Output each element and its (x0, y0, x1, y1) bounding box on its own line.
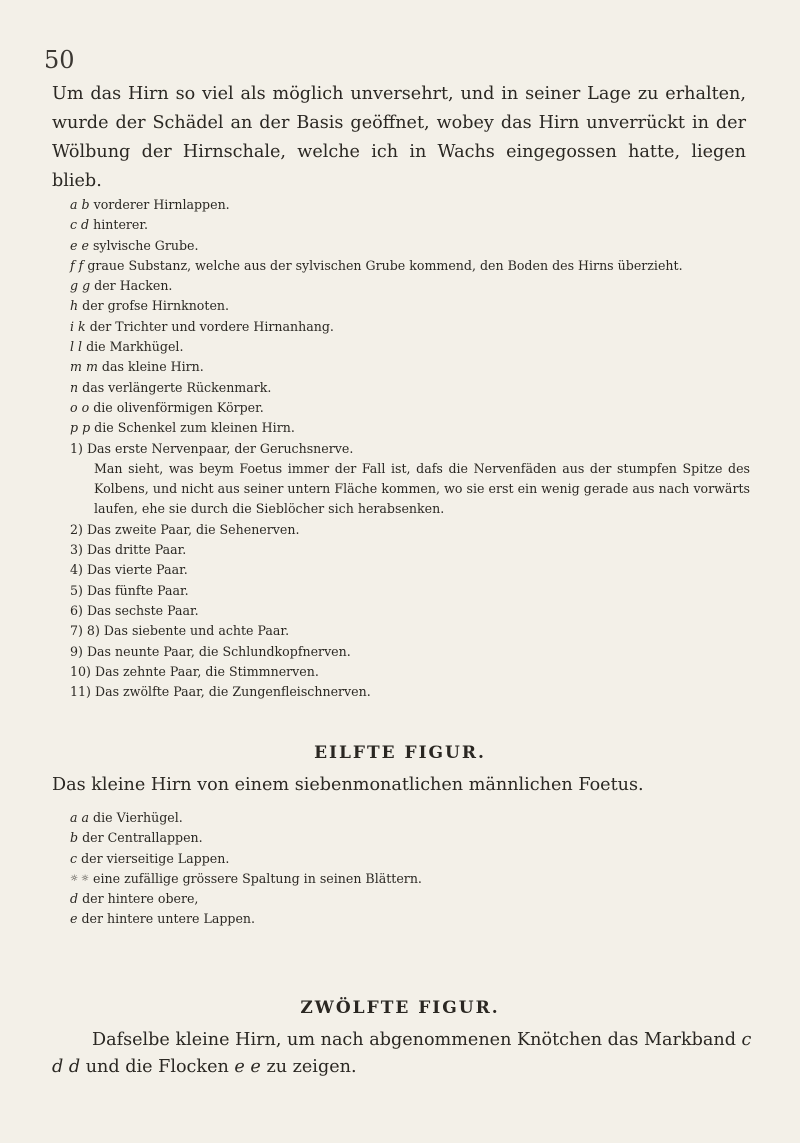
nerve-item (70, 581, 750, 601)
nerve-key: 4) (70, 562, 83, 578)
legend-text: die olivenförmigen Körper. (93, 399, 264, 415)
figure-12-caption (52, 1027, 752, 1081)
legend-figure-11 (70, 808, 750, 930)
legend-item (70, 215, 750, 235)
nerve-text: Das zehnte Paar, die Stimmnerven. (94, 663, 319, 679)
nerve-key: 10) (70, 663, 91, 679)
figure-11-caption: Das kleine Hirn von einem siebenmonatlichen männlichen Foetus. (52, 775, 644, 795)
nerve-text: Das erste Nervenpaar, der Geruchsnerve. (86, 440, 354, 456)
legend-key: e (70, 911, 78, 927)
legend-text: eine zufällige grössere Spaltung in seinen Blättern. (93, 870, 422, 886)
legend-text: die Vierhügel. (93, 810, 183, 825)
nerve-text: Das sechste Paar. (86, 602, 199, 618)
nerve-key: 7) 8) (70, 623, 100, 639)
legend-key: p p (70, 420, 91, 436)
legend-key: f f (70, 257, 84, 273)
legend-text: der Centrallappen. (82, 830, 203, 846)
legend-text: der hintere obere, (82, 891, 199, 907)
legend-item (70, 828, 750, 848)
legend-item (70, 236, 750, 256)
intro-paragraph: Um das Hirn so viel als möglich unversehrt, und in seiner Lage zu erhalten, wurde der Schädel an der Basis geöffnet, wobey das Hirn unverrückt in der Wölbung der Hirnschale, welche ich in Wachs eingegossen hatte, liegen blieb. (52, 84, 746, 191)
legend-text: der Hacken. (94, 278, 173, 294)
nerve-text: Das fünfte Paar. (86, 582, 189, 598)
legend-key: a a (70, 810, 90, 825)
nerve-key: 9) (70, 643, 83, 659)
legend-text: der Trichter und vordere Hirnanhang. (89, 318, 334, 334)
legend-key: i k (70, 318, 86, 334)
legend-key: b (70, 830, 79, 846)
caption-text: zu zeigen. (266, 1057, 357, 1077)
nerve-text: Das siebente und achte Paar. (103, 623, 290, 639)
nerve-text: Das vierte Paar. (86, 562, 188, 578)
nerve-text: Das dritte Paar. (86, 542, 187, 558)
nerve-text: Das zwölfte Paar, die Zungenfleischnerven. (94, 684, 371, 700)
legend-text: die Schenkel zum kleinen Hirn. (94, 420, 295, 436)
page-number: 50 (44, 46, 75, 74)
legend-text: das kleine Hirn. (101, 359, 204, 375)
legend-item (70, 889, 750, 909)
nerve-item (70, 439, 750, 459)
legend-key: e e (70, 237, 89, 253)
legend-item (70, 909, 750, 929)
legend-text: sylvische Grube. (92, 237, 199, 253)
caption-text: Dafselbe kleine Hirn, um nach abgenommenen Knötchen das Markband (92, 1030, 736, 1050)
legend-key: n (70, 379, 79, 395)
nerve-item (70, 621, 750, 641)
legend-text: die Markhügel. (86, 339, 184, 355)
nerve-note: Man sieht, was beym Foetus immer der Fall ist, dafs die Nervenfäden aus der stumpfen Spitze des Kolbens, und nicht aus seiner untern Fläche kommen, wo sie erst ein wenig gerade aus nach vorwärts laufen, ehe sie durch die Sieblöcher sich herabsenken. (94, 460, 750, 517)
nerve-item (70, 520, 750, 540)
nerve-item (70, 682, 750, 702)
legend-item (70, 256, 750, 276)
nerve-text: Das neunte Paar, die Schlundkopfnerven. (86, 643, 351, 659)
legend-key: l l (70, 339, 83, 355)
legend-item (70, 398, 750, 418)
legend-item (70, 337, 750, 357)
caption-key: c d d (52, 1030, 752, 1077)
nerve-key: 6) (70, 602, 83, 618)
nerve-item (70, 560, 750, 580)
nerve-text: Das zweite Paar, die Sehenerven. (86, 521, 300, 537)
legend-key: m m (70, 359, 98, 375)
legend-key: o o (70, 399, 90, 415)
nerve-key: 11) (70, 684, 91, 700)
legend-item (70, 418, 750, 438)
legend-key: d (70, 891, 79, 907)
legend-item (70, 378, 750, 398)
legend-item (70, 357, 750, 377)
legend-key: c d (70, 217, 90, 233)
nerve-item (70, 540, 750, 560)
legend-item (70, 296, 750, 316)
legend-key: h (70, 298, 79, 314)
nerve-key: 3) (70, 542, 83, 558)
legend-item (70, 276, 750, 296)
legend-item (70, 808, 750, 828)
legend-item (70, 195, 750, 215)
nerve-key: 5) (70, 582, 83, 598)
legend-text: hinterer. (93, 217, 149, 233)
nerve-item (70, 601, 750, 621)
legend-text: der vierseitige Lappen. (81, 850, 230, 866)
legend-text: das verlängerte Rückenmark. (82, 379, 272, 395)
nerve-item (70, 662, 750, 682)
legend-figure-10 (70, 195, 750, 702)
legend-key: g g (70, 278, 91, 294)
legend-key: c (70, 850, 78, 866)
legend-item (70, 849, 750, 869)
caption-text: und die Flocken (85, 1057, 229, 1077)
legend-key: ☼ ☼ (70, 873, 89, 884)
nerve-item (70, 642, 750, 662)
figure-11-heading: EILFTE FIGUR. (314, 743, 486, 763)
legend-key: a b (70, 197, 90, 212)
legend-text: der hintere untere Lappen. (81, 911, 256, 927)
caption-key: e e (234, 1057, 261, 1077)
legend-item (70, 869, 750, 889)
legend-text: vorderer Hirnlappen. (93, 197, 230, 212)
nerve-key: 2) (70, 521, 83, 537)
legend-text: der grofse Hirnknoten. (82, 298, 230, 314)
nerve-key: 1) (70, 440, 83, 456)
legend-text: graue Substanz, welche aus der sylvischen Grube kommend, den Boden des Hirns überzieht. (87, 257, 683, 273)
legend-item (70, 317, 750, 337)
figure-12-heading: ZWÖLFTE FIGUR. (300, 998, 500, 1018)
